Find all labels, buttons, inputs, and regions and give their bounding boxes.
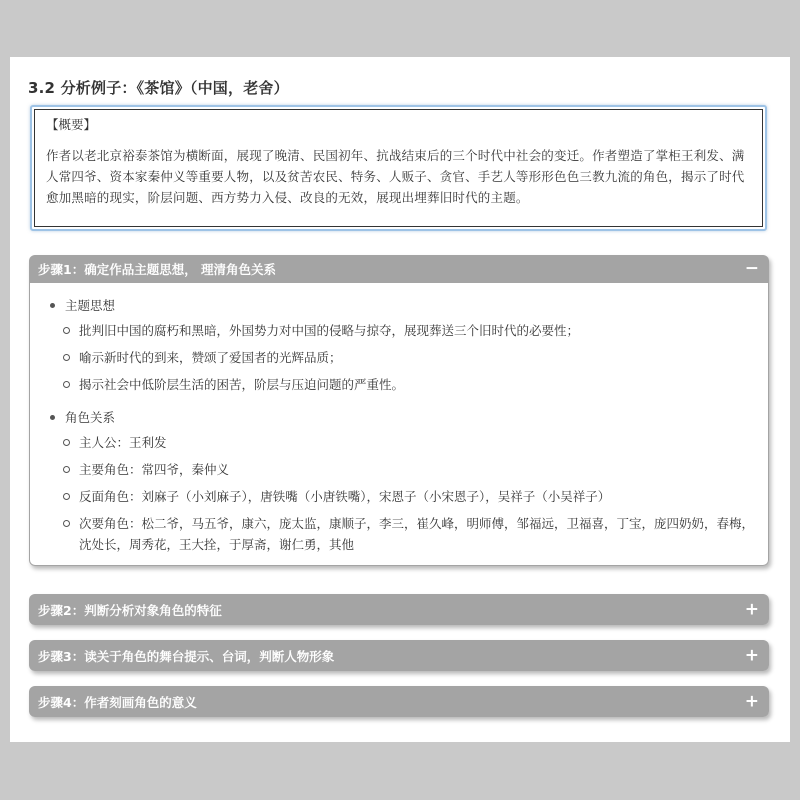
accordion-step-1-title: 步骤1：确定作品主题思想， 理清角色关系: [38, 262, 277, 277]
accordion-step-3-header[interactable]: [29, 640, 769, 671]
list-item: 喻示新时代的到来，赞颂了爱国者的光辉品质；: [65, 347, 758, 368]
theme-list: [65, 320, 758, 395]
accordion-step-3-title: 步骤3：读关于角色的舞台提示、台词，判断人物形象: [38, 648, 335, 664]
group-theme-label: 主题思想: [65, 298, 116, 313]
collapse-icon[interactable]: −: [744, 258, 759, 279]
accordion-step-1: [29, 255, 769, 566]
content-page: [10, 57, 790, 742]
list-item: 反面角色：刘麻子（小刘麻子），唐铁嘴（小唐铁嘴），宋恩子（小宋恩子），吴祥子（小吴祥子）: [65, 486, 758, 507]
expand-icon[interactable]: +: [744, 599, 759, 619]
expand-icon[interactable]: +: [744, 645, 759, 665]
group-theme: [48, 295, 758, 395]
list-item: 揭示社会中低阶层生活的困苦，阶层与压迫问题的严重性。: [65, 374, 758, 395]
group-characters: [48, 407, 758, 555]
accordion-step-2-title: 步骤2：判断分析对象角色的特征: [38, 602, 222, 618]
summary-text: 作者以老北京裕泰茶馆为横断面，展现了晚清、民国初年、抗战结束后的三个时代中社会的变迁。作者塑造了掌柜王利发、满人常四爷、资本家秦仲义等重要人物，以及贫苦农民、特务、人贩子、贪官、手艺人等形形色色三教九流的角色，揭示了时代愈加黑暗的现实，阶层问题、西方势力入侵、改良的无效，展现出埋葬旧时代的主题。: [46, 148, 745, 205]
characters-list: [65, 432, 758, 555]
accordion-step-2-header[interactable]: [29, 594, 769, 625]
list-item: 主要角色：常四爷，秦仲义: [65, 459, 758, 480]
summary-inner: [34, 109, 763, 227]
group-characters-label: 角色关系: [65, 410, 116, 425]
summary-box: [30, 105, 767, 231]
summary-heading: 【概要】: [46, 117, 97, 132]
accordion-step-1-header[interactable]: [29, 255, 769, 283]
accordion-step-4-title: 步骤4：作者刻画角色的意义: [38, 694, 197, 710]
list-item: 次要角色：松二爷，马五爷，康六，庞太监，康顺子，李三，崔久峰，明师傅，邹福远，卫福喜，丁宝，庞四奶奶，春梅，沈处长，周秀花，王大拴，于厚斋，谢仁勇，其他: [65, 513, 758, 555]
list-item: 主人公：王利发: [65, 432, 758, 453]
accordion-step-2[interactable]: [29, 594, 769, 625]
accordion-step-1-body: [29, 283, 769, 566]
section-title: 3.2 分析例子：《茶馆》（中国，老舍）: [28, 79, 289, 97]
list-item: 批判旧中国的腐朽和黑暗，外国势力对中国的侵略与掠夺，展现葬送三个旧时代的必要性；: [65, 320, 758, 341]
accordion-step-4-header[interactable]: [29, 686, 769, 717]
step-1-group-list: [48, 295, 758, 555]
accordion-step-3[interactable]: [29, 640, 769, 671]
expand-icon[interactable]: +: [744, 691, 759, 711]
accordion-step-4[interactable]: [29, 686, 769, 717]
